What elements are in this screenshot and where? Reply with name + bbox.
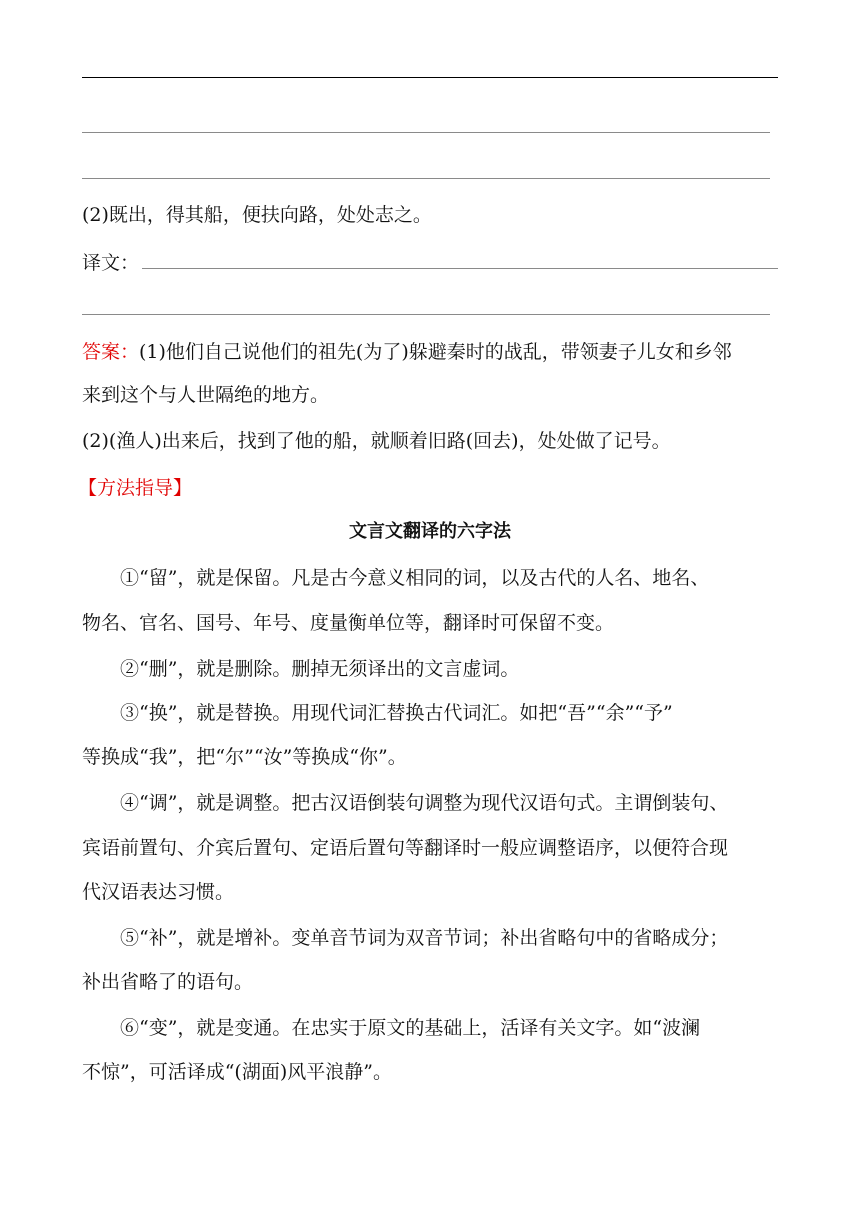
answer-line-1 [82, 340, 732, 364]
method-title: 文言文翻译的六字法 [349, 521, 511, 542]
method-heading: 【方法指导】 [78, 477, 193, 499]
method-line: ⑤“补”，就是增补。变单音节词为双音节词；补出省略句中的省略成分； [120, 927, 729, 949]
answer-blank-line [82, 178, 770, 179]
method-line: ①“留”，就是保留。凡是古今意义相同的词，以及古代的人名、地名、 [120, 567, 710, 589]
method-line: 代汉语表达习惯。 [82, 881, 235, 903]
answer-line-2: 来到这个与人世隔绝的地方。 [82, 384, 330, 406]
method-line: 补出省略了的语句。 [82, 971, 254, 993]
question-2-sentence: (2)既出，得其船，便扶向路，处处志之。 [82, 204, 432, 226]
answer-line-3: (2)(渔人)出来后，找到了他的船，就顺着旧路(回去)，处处做了记号。 [82, 430, 671, 452]
method-line: ②“删”，就是删除。删掉无须译出的文言虚词。 [120, 658, 520, 680]
answer-blank-line [82, 132, 770, 133]
translation-blank-line [82, 314, 770, 315]
translation-blank-line [142, 268, 778, 269]
method-line: 不惊”，可活译成“(湖面)风平浪静”。 [82, 1061, 392, 1083]
method-line: 宾语前置句、介宾后置句、定语后置句等翻译时一般应调整语序，以便符合现 [82, 837, 729, 859]
top-rule [82, 77, 778, 78]
method-line: ④“调”，就是调整。把古汉语倒装句调整为现代汉语句式。主谓倒装句、 [120, 792, 729, 814]
method-line: ⑥“变”，就是变通。在忠实于原文的基础上，活译有关文字。如“波澜 [120, 1017, 701, 1039]
method-line: 等换成“我”，把“尔”“汝”等换成“你”。 [82, 746, 407, 768]
answer-text-1: (1)他们自己说他们的祖先(为了)躲避秦时的战乱，带领妻子儿女和乡邻 [139, 341, 732, 363]
method-line: ③“换”，就是替换。用现代词汇替换古代词汇。如把“吾”“余”“予” [120, 702, 673, 724]
answer-label: 答案： [82, 341, 140, 363]
method-line: 物名、官名、国号、年号、度量衡单位等，翻译时可保留不变。 [82, 612, 615, 634]
translation-label: 译文： [82, 252, 140, 274]
